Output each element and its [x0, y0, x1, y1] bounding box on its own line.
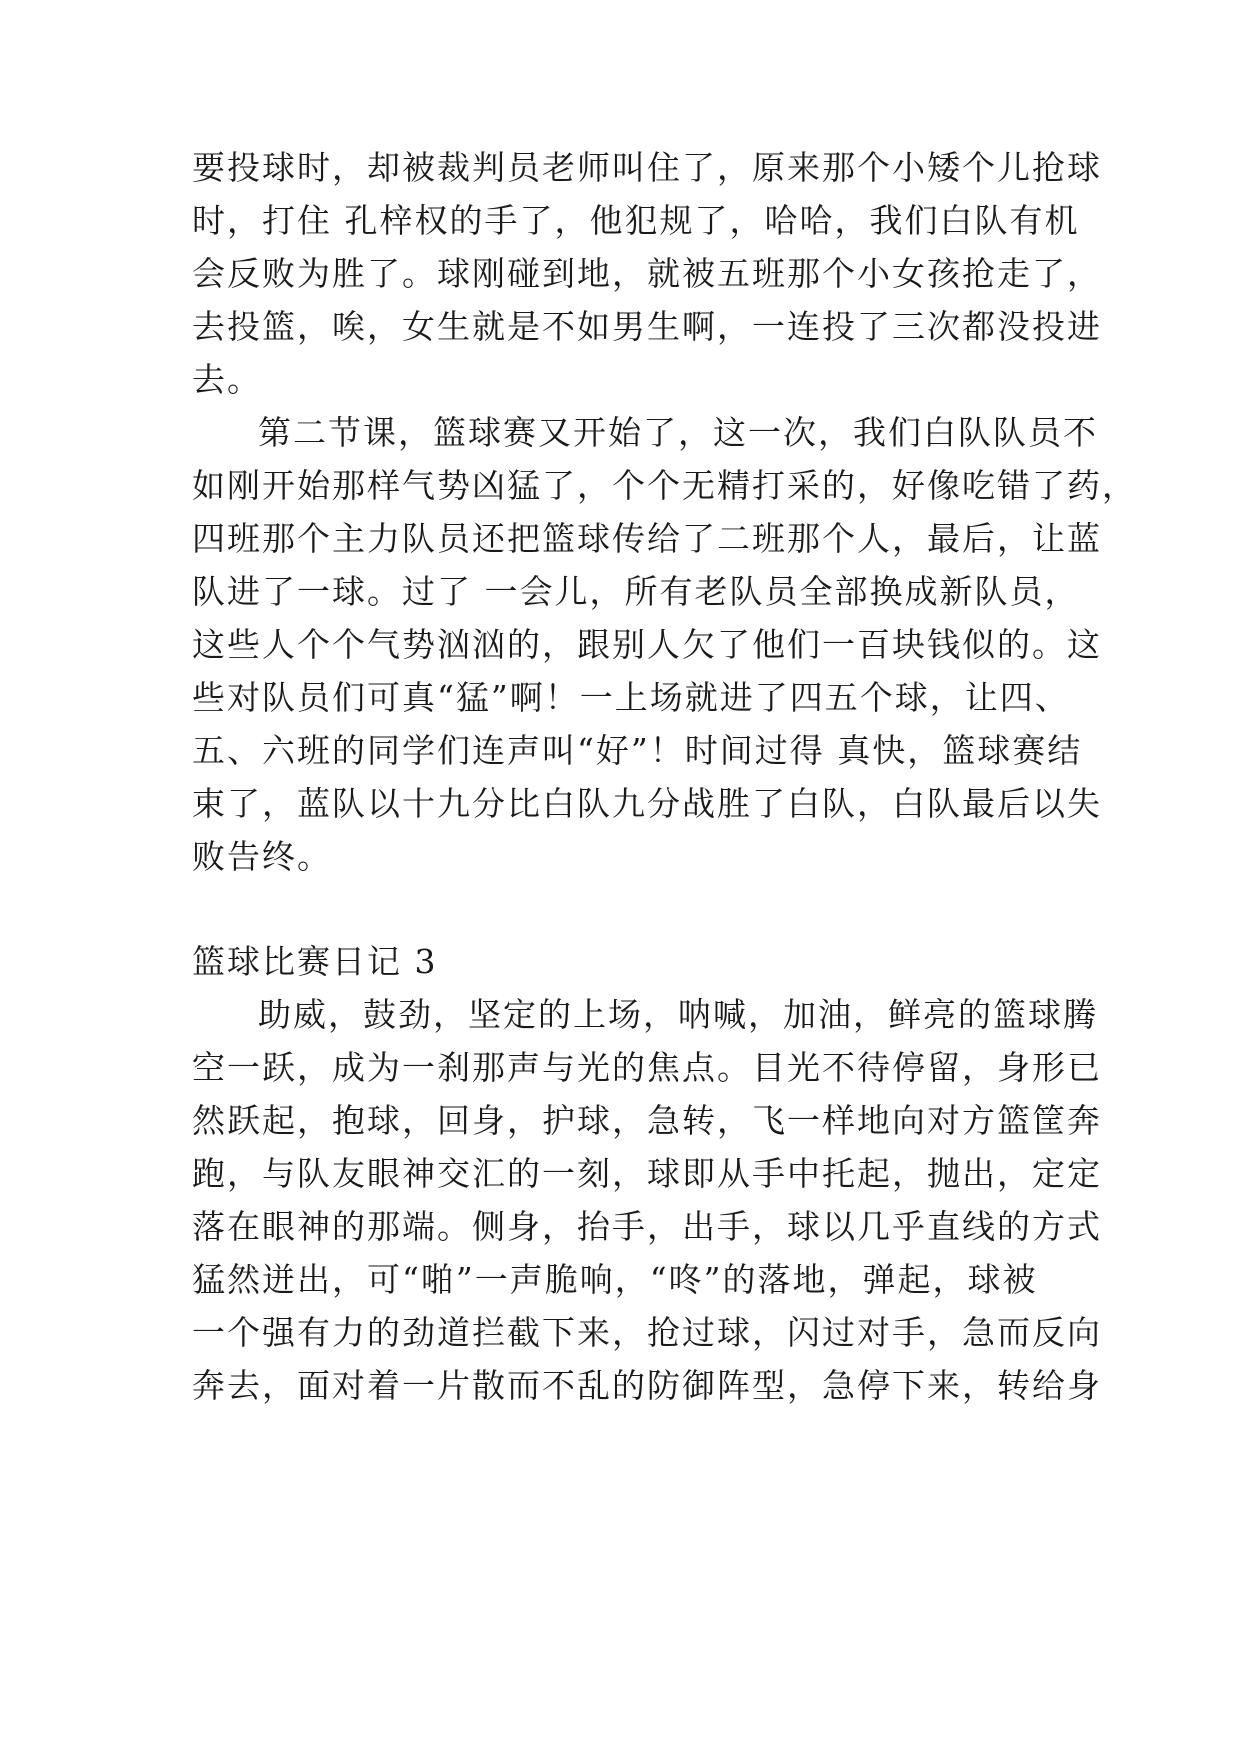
paragraph-line: 猛然迸出，可“啪”一声脆响，“咚”的落地，弹起，球被	[192, 1260, 1038, 1299]
paragraph-line: 助威，鼓劲，坚定的上场，呐喊，加油，鲜亮的篮球腾	[258, 995, 1098, 1034]
paragraph-line: 去。	[192, 360, 262, 399]
paragraph-line: 时，打住 孔梓权的手了，他犯规了，哈哈，我们白队有机	[192, 201, 1080, 240]
paragraph-line: 如刚开始那样气势凶猛了，个个无精打采的，好像吃错了药，	[192, 466, 1137, 505]
paragraph-line: 空一跃，成为一刹那声与光的焦点。目光不待停留，身形已	[192, 1048, 1102, 1087]
paragraph-line: 束了，蓝队以十九分比白队九分战胜了白队，白队最后以失	[192, 784, 1102, 823]
paragraph-line: 去投篮，唉，女生就是不如男生啊，一连投了三次都没投进	[192, 307, 1102, 346]
paragraph-line: 四班那个主力队员还把篮球传给了二班那个人，最后，让蓝	[192, 519, 1102, 558]
paragraph-line: 落在眼神的那端。侧身，抬手，出手，球以几乎直线的方式	[192, 1207, 1102, 1246]
paragraph-line: 奔去，面对着一片散而不乱的防御阵型，急停下来，转给身	[192, 1366, 1102, 1405]
paragraph-line: 跑，与队友眼神交汇的一刻，球即从手中托起，抛出，定定	[192, 1154, 1102, 1193]
paragraph-line: 队进了一球。过了 一会儿，所有老队员全部换成新队员，	[192, 572, 1080, 611]
paragraph-line: 第二节课，篮球赛又开始了，这一次，我们白队队员不	[258, 413, 1098, 452]
paragraph-line: 五、六班的同学们连声叫“好”！时间过得 真快，篮球赛结	[192, 731, 1083, 770]
paragraph-line: 败告终。	[192, 837, 332, 876]
paragraph-line: 这些人个个气势汹汹的，跟别人欠了他们一百块钱似的。这	[192, 625, 1102, 664]
paragraph-line: 会反败为胜了。球刚碰到地，就被五班那个小女孩抢走了，	[192, 254, 1102, 293]
paragraph-line: 一个强有力的劲道拦截下来，抢过球，闪过对手，急而反向	[192, 1313, 1102, 1352]
paragraph-line: 些对队员们可真“猛”啊！一上场就进了四五个球，让四、	[192, 678, 1070, 717]
section-heading: 篮球比赛日记 3	[192, 942, 438, 981]
paragraph-line: 要投球时，却被裁判员老师叫住了，原来那个小矮个儿抢球	[192, 148, 1102, 187]
paragraph-line: 然跃起，抱球，回身，护球，急转，飞一样地向对方篮筐奔	[192, 1101, 1102, 1140]
